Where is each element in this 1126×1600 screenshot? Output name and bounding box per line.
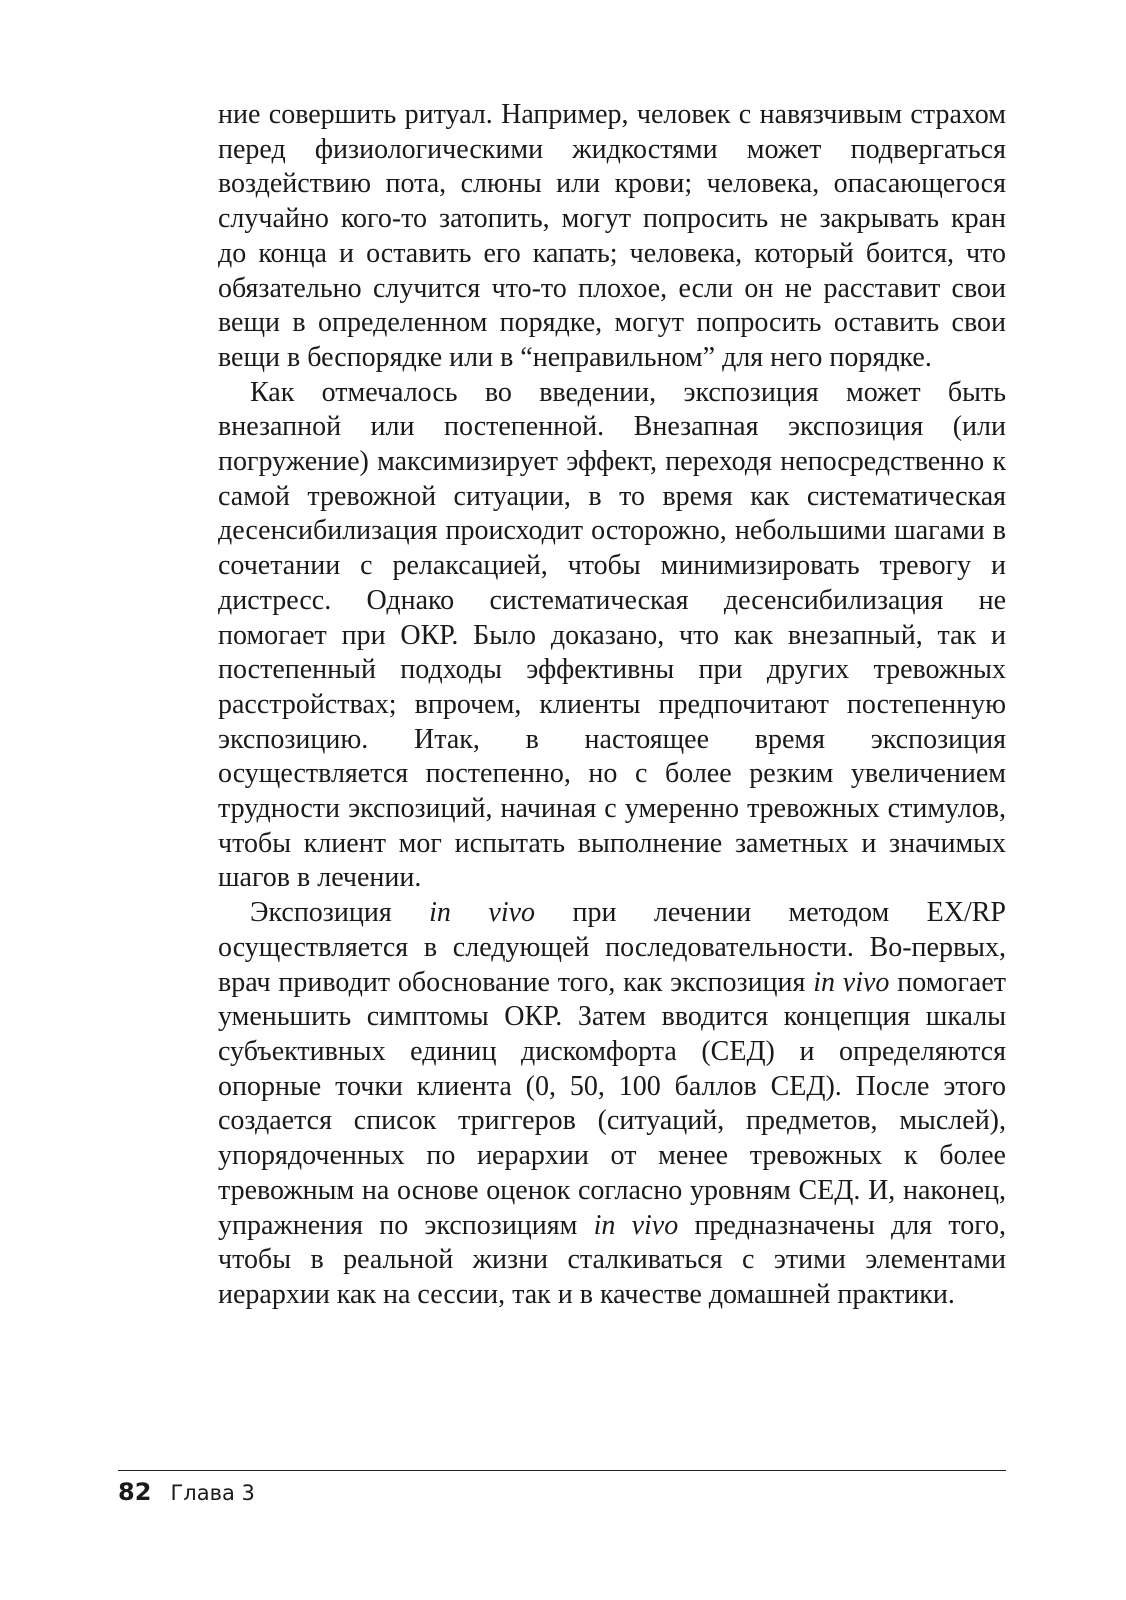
footer-divider <box>118 1470 1006 1471</box>
paragraph-3-text-4: предназначены для того, чтобы в реальной жизни сталкиваться с этими элементами иерархии как на сессии, так и в качестве домашней практики. <box>218 1209 1006 1310</box>
chapter-label: Глава 3 <box>170 1481 255 1505</box>
paragraph-3-text-1: Экспозиция <box>250 897 430 929</box>
paragraph-3-italic-term-2: in vivo <box>813 966 890 998</box>
paragraph-2 <box>218 376 1006 897</box>
paragraph-2-text: Как отмечалось во введении, экспозиция может быть внезапной или постепенной. Внезапная экспозиция (или погружение) максимизирует эффект, переходя непосредственно к самой тревожной ситуации, в то время как систематическая десенсибилизация происходит осторожно, небольшими шагами в сочетании с релаксацией, чтобы минимизировать тревогу и дистресс. Однако систематическая десенсибилизация не помогает при ОКР. Было доказано, что как внезапный, так и постепенный подходы эффективны при других тревожных расстройствах; впрочем, клиенты предпочитают постепенную экспозицию. Итак, в настоящее время экспозиция осуществляется постепенно, но с более резким увеличением трудности экспозиций, начиная с умеренно тревожных стимулов, чтобы клиент мог испытать выполнение заметных и значимых шагов в лечении. <box>218 376 1006 894</box>
paragraph-3-italic-term-3: in vivo <box>593 1209 679 1241</box>
page-footer <box>118 1478 255 1506</box>
paragraph-3 <box>218 896 1006 1312</box>
page-number: 82 <box>118 1478 152 1506</box>
paragraph-3-text-2: при лечении методом EX/RP осуществляется в следующей последовательности. Во-первых, врач приводит обоснование того, как экспозиция <box>218 897 1006 998</box>
paragraph-1-text: ние совершить ритуал. Например, человек с навязчивым страхом перед физиологическими жидкостями может подвергаться воздействию пота, слюны или крови; человека, опасающегося случайно кого-то затопить, могут попросить не закрывать кран до конца и оставить его капать; человека, который боится, что обязательно случится что-то плохое, если он не расставит свои вещи в определенном порядке, могут попросить оставить свои вещи в беспорядке или в “неправильном” для него порядке. <box>218 99 1006 373</box>
paragraph-3-italic-term-1: in vivo <box>429 897 536 929</box>
body-text <box>218 98 1006 1313</box>
paragraph-3-text-3: помогает уменьшить симптомы ОКР. Затем вводится концепция шкалы субъективных единиц дискомфорта (СЕД) и определяются опорные точки клиента (0, 50, 100 баллов СЕД). После этого создается список триггеров (ситуаций, предметов, мыслей), упорядоченных по иерархии от менее тревожных к более тревожным на основе оценок согласно уровням СЕД. И, наконец, упражнения по экспозициям <box>218 966 1006 1241</box>
paragraph-1 <box>218 98 1006 376</box>
